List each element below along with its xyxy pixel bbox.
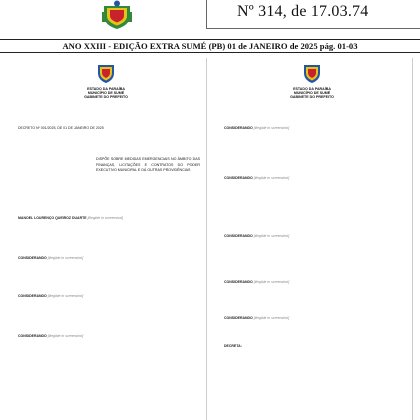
considerando-paragraph [224, 126, 404, 131]
decree-summary: DISPÕE SOBRE MEDIDAS EMERGENCIAIS NO ÂMBITO DAS FINANÇAS, LICITAÇÕES E CONTRATOS DO PODER EXECUTIVO MUNICIPAL E DÁ OUTRAS PROVIDÊNCIAS [96, 157, 200, 173]
state-name: ESTADO DA PARAÍBA [293, 87, 331, 91]
issue-number: Nº 314, de 17.03.74 [237, 3, 369, 20]
considerando-paragraph [224, 280, 404, 285]
considerando-paragraph [224, 176, 404, 181]
decreta-heading [224, 344, 404, 349]
considerando-text: [illegible in screenshot] [253, 234, 290, 238]
municipality-name: MUNICÍPIO DE SUMÉ [293, 91, 331, 95]
considerando-text: [illegible in screenshot] [253, 176, 290, 180]
edition-line: ANO XXIII - EDIÇÃO EXTRA SUMÉ (PB) 01 de JANEIRO de 2025 pág. 01-03 [0, 39, 420, 53]
considerando-paragraph [18, 334, 198, 339]
considerando-label: CONSIDERANDO [18, 334, 47, 338]
office-name: GABINETE DO PREFEITO [84, 95, 128, 99]
state-name: ESTADO DA PARAÍBA [87, 87, 125, 91]
considerando-label: CONSIDERANDO [18, 294, 47, 298]
considerando-text: [illegible in screenshot] [47, 294, 84, 298]
decreta-label: DECRETA: [224, 344, 242, 348]
office-name: GABINETE DO PREFEITO [290, 95, 334, 99]
municipal-coat-of-arms-icon [100, 0, 134, 30]
decree-intro [18, 216, 198, 221]
page-edge [206, 58, 207, 420]
considerando-text: [illegible in screenshot] [253, 316, 290, 320]
considerando-paragraph [224, 316, 404, 321]
considerando-text: [illegible in screenshot] [47, 334, 84, 338]
municipal-emblem-icon [301, 62, 323, 84]
considerando-text: [illegible in screenshot] [253, 126, 290, 130]
considerando-paragraph [224, 234, 404, 239]
considerando-text: [illegible in screenshot] [253, 280, 290, 284]
considerando-paragraph [18, 256, 198, 261]
considerando-paragraph [18, 294, 198, 299]
considerando-label: CONSIDERANDO [224, 280, 253, 284]
considerando-label: CONSIDERANDO [224, 126, 253, 130]
municipal-emblem-icon [95, 62, 117, 84]
considerando-label: CONSIDERANDO [224, 316, 253, 320]
document-page-right [212, 58, 412, 420]
mayor-name: MANOEL LOURENÇO QUEIROZ DUARTE [18, 216, 87, 220]
document-page-left [6, 58, 206, 420]
considerando-label: CONSIDERANDO [18, 256, 47, 260]
page-edge [412, 58, 413, 420]
intro-text: [illegible in screenshot] [87, 216, 123, 220]
masthead [0, 0, 420, 38]
considerando-label: CONSIDERANDO [224, 234, 253, 238]
issue-number-box [206, 0, 420, 29]
municipality-name: MUNICÍPIO DE SUMÉ [87, 91, 125, 95]
considerando-label: CONSIDERANDO [224, 176, 253, 180]
considerando-text: [illegible in screenshot] [47, 256, 84, 260]
decree-title: DECRETO Nº 001/2025, DE 01 DE JANEIRO DE 2025 [18, 126, 104, 130]
